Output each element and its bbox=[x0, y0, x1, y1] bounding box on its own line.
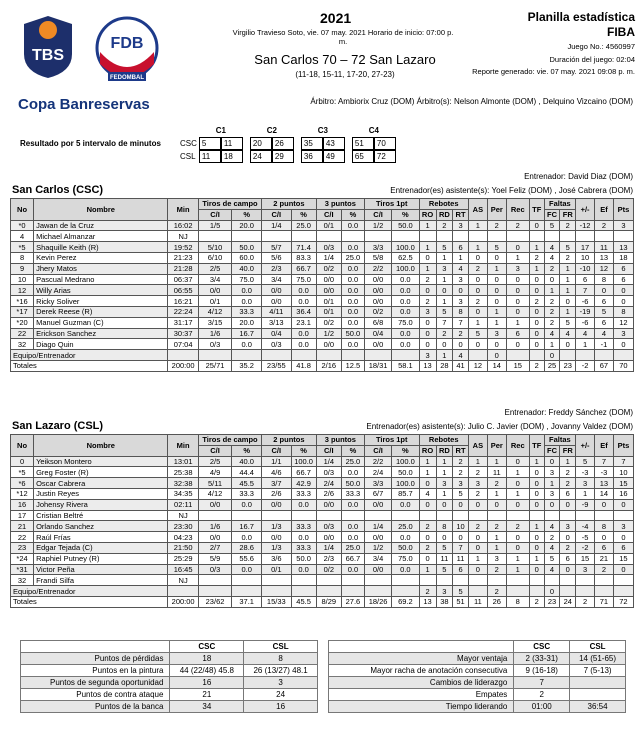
table-header-row: No Nombre Min Tiros de campo 2 puntos 3 puntos Tiros 1pt Rebotes AS Per Rec TF Faltas +/- Ef Pts bbox=[11, 435, 634, 446]
sheet-title: Planilla estadística bbox=[527, 10, 635, 24]
table-row: 32 Diago Quin 07:04 0/3 0.0 0/3 0.0 0/0 0.0 0/0 0.0 0 0 0 0 0 0 0 1 0 1 -1 0 bbox=[11, 339, 634, 350]
quarter-table: C1 C2 C3 C4 CSC 5 11 20 26 35 43 51 70 CSL 11 18 24 29 36 49 65 72 bbox=[178, 124, 396, 163]
summary-row: Puntos de contra ataque 21 24 bbox=[21, 689, 318, 701]
table-row: 4 Michael Almanzar NJ bbox=[11, 231, 634, 242]
quarter-team: CSL bbox=[180, 152, 196, 161]
quarter-label: Resultado por 5 intervalo de minutos bbox=[20, 139, 161, 148]
fdb-logo-sub: FEDOMBAL bbox=[110, 75, 144, 81]
table-subheader-row: C/I % C/I % C/I % C/I % RO RD RT FC FR bbox=[11, 209, 634, 220]
table-row: 23 Edgar Tejada (C) 21:50 2/7 28.6 1/3 33.3 1/4 25.0 1/2 50.0 2 5 7 0 1 0 0 4 2 -2 6 6 bbox=[11, 542, 634, 553]
game-number: Juego No.: 4560997 bbox=[567, 42, 635, 51]
season-year: 2021 bbox=[320, 10, 352, 26]
table-row: *17 Derek Reese (R) 22:24 4/12 33.3 4/11 36.4 0/1 0.0 0/2 0.0 3 5 8 0 1 0 0 2 1 -19 5 8 bbox=[11, 306, 634, 317]
summary-header-row: CSC CSL bbox=[329, 641, 626, 653]
summary-row: Puntos de la banca 34 16 bbox=[21, 701, 318, 713]
fdb-logo bbox=[94, 12, 160, 88]
table-row: Equipo/Entrenador 3 1 4 0 0 bbox=[11, 350, 634, 361]
table-row: 17 Cristian Beltré NJ bbox=[11, 510, 634, 521]
fdb-logo-text: FDB bbox=[110, 35, 144, 52]
officials-line: Árbitro: Ambiorix Cruz (DOM) Árbitro(s): Nelson Almonte (DOM) , Delquino Vizcaino (DOM) bbox=[310, 97, 633, 106]
team2-assistants: Entrenador(es) asistente(s): Julio C. Javier (DOM) , Jovanny Valdez (DOM) bbox=[366, 422, 633, 431]
summary-points-table bbox=[20, 640, 318, 713]
table-row: 22 Erickson Sanchez 30:37 1/6 16.7 0/4 0.0 1/2 50.0 0/4 0.0 0 2 2 5 3 6 0 4 4 4 4 3 bbox=[11, 328, 634, 339]
table-row: *24 Raphiel Putney (R) 25:29 5/9 55.6 3/6 50.0 2/3 66.7 3/4 75.0 0 11 11 1 3 1 1 5 6 15 21 15 bbox=[11, 553, 634, 564]
summary-lead-table bbox=[328, 640, 626, 713]
table-row: 16 Johensy Rivera 02:11 0/0 0.0 0/0 0.0 0/0 0.0 0/0 0.0 0 0 0 0 0 0 0 0 0 -9 0 0 bbox=[11, 499, 634, 510]
summary-row: Mayor ventaja 2 (33-31) 14 (51-65) bbox=[329, 653, 626, 665]
table-subheader-row: C/I % C/I % C/I % C/I % RO RD RT FC FR bbox=[11, 445, 634, 456]
table-row: *0 Jawan de la Cruz 16:02 1/5 20.0 1/4 25.0 0/1 0.0 1/2 50.0 1 2 3 1 2 2 0 5 2 -12 2 3 bbox=[11, 220, 634, 231]
summary-row: Tiempo liderando 01:00 36:54 bbox=[329, 701, 626, 713]
final-score: San Carlos 70 – 72 San Lazaro bbox=[254, 52, 436, 67]
table-row: *5 Shaquille Keith (R) 19:52 5/10 50.0 5/7 71.4 0/3 0.0 3/3 100.0 1 5 6 1 5 0 1 4 5 17 11 13 bbox=[11, 242, 634, 253]
table-row: 10 Pascual Medrano 06:37 3/4 75.0 3/4 75.0 0/0 0.0 0/0 0.0 2 1 3 0 0 0 0 0 1 6 8 6 bbox=[11, 274, 634, 285]
summary-row: Puntos de segunda oportunidad 16 3 bbox=[21, 677, 318, 689]
team1-stats-table bbox=[10, 198, 634, 372]
table-row: *12 Justin Reyes 34:35 4/12 33.3 2/6 33.3 2/6 33.3 6/7 85.7 4 1 5 2 1 1 0 3 6 1 14 16 bbox=[11, 488, 634, 499]
table-row: *5 Greg Foster (R) 25:38 4/9 44.4 4/6 66.7 0/3 0.0 2/4 50.0 1 1 2 2 11 1 0 3 2 -3 -3 10 bbox=[11, 467, 634, 478]
team1-coach: Entrenador: David Diaz (DOM) bbox=[524, 172, 633, 181]
summary-header-row: CSC CSL bbox=[21, 641, 318, 653]
table-row: 22 Raúl Frías 04:23 0/0 0.0 0/0 0.0 0/0 0.0 0/0 0.0 0 0 0 0 1 0 0 2 0 -5 0 0 bbox=[11, 532, 634, 543]
table-row: 21 Orlando Sanchez 23:30 1/6 16.7 1/3 33.3 0/3 0.0 1/4 25.0 2 8 10 2 2 2 1 4 3 -4 8 3 bbox=[11, 521, 634, 532]
table-row: 32 Frandi Silfa NJ bbox=[11, 575, 634, 586]
team1-title: San Carlos (CSC) bbox=[12, 184, 104, 196]
table-row: Totales 200:00 23/62 37.1 15/33 45.5 8/29 27.6 18/26 69.2 13 38 51 11 26 8 2 23 24 2 71 72 bbox=[11, 596, 634, 607]
cup-title: Copa Banreservas bbox=[18, 96, 150, 113]
team1-assistants: Entrenador(es) asistente(s): Yoel Feliz (DOM) , José Cabrera (DOM) bbox=[390, 186, 633, 195]
table-row: Totales 200:00 25/71 35.2 23/55 41.8 2/16 12.5 18/31 58.1 13 28 41 12 14 15 2 25 23 -2 67 70 bbox=[11, 360, 634, 371]
tbs-logo-text: TBS bbox=[32, 47, 64, 64]
table-header-row: No Nombre Min Tiros de campo 2 puntos 3 puntos Tiros 1pt Rebotes AS Per Rec TF Faltas +/- Ef Pts bbox=[11, 199, 634, 210]
quarter-head: C2 bbox=[266, 126, 277, 135]
team2-stats-table bbox=[10, 434, 634, 608]
period-scores: (11-18, 15-11, 17-20, 27-23) bbox=[295, 70, 395, 79]
team2-title: San Lazaro (CSL) bbox=[12, 420, 104, 432]
tbs-logo bbox=[20, 14, 76, 80]
sheet-subtitle: FIBA bbox=[607, 25, 635, 39]
report-generated: Reporte generado: vie. 07 may. 2021 09:08 p. m. bbox=[472, 67, 635, 76]
venue-line: Virgilio Travieso Soto, vie. 07 may. 2021 Horario de inicio: 07:00 p. m. bbox=[232, 28, 454, 46]
table-row: 9 Jhery Matos 21:28 2/5 40.0 2/3 66.7 0/2 0.0 2/2 100.0 1 3 4 2 1 3 1 2 1 -10 12 6 bbox=[11, 263, 634, 274]
summary-row: Empates 2 bbox=[329, 689, 626, 701]
table-row: 0 Yeikson Montero 13:01 2/5 40.0 1/1 100.0 1/4 25.0 2/2 100.0 1 1 2 1 1 0 1 0 1 5 7 7 bbox=[11, 456, 634, 467]
table-row: Equipo/Entrenador 2 3 5 2 0 bbox=[11, 586, 634, 597]
table-row: *20 Manuel Guzman (C) 31:17 3/15 20.0 3/13 23.1 0/2 0.0 6/8 75.0 0 7 7 1 1 1 0 2 5 -6 6 12 bbox=[11, 317, 634, 328]
quarter-head: C1 bbox=[215, 126, 226, 135]
table-row: *31 Victor Peña 16:45 0/3 0.0 0/1 0.0 0/2 0.0 0/0 0.0 1 5 6 0 2 1 0 4 0 3 2 0 bbox=[11, 564, 634, 575]
table-row: 8 Kevin Perez 21:23 6/10 60.0 5/6 83.3 1/4 25.0 5/8 62.5 0 1 1 0 0 1 2 4 2 10 13 18 bbox=[11, 252, 634, 263]
quarter-team: CSC bbox=[180, 139, 197, 148]
summary-row: Cambios de liderazgo 7 bbox=[329, 677, 626, 689]
quarter-head: C4 bbox=[368, 126, 379, 135]
quarter-head: C3 bbox=[317, 126, 328, 135]
summary-row: Puntos de pérdidas 18 8 bbox=[21, 653, 318, 665]
table-row: *16 Ricky Soliver 16:21 0/1 0.0 0/0 0.0 0/1 0.0 0/0 0.0 2 1 3 2 0 0 2 2 0 -6 6 0 bbox=[11, 296, 634, 307]
game-duration: Duración del juego: 02:04 bbox=[549, 55, 635, 64]
table-row: *6 Oscar Cabrera 32:38 5/11 45.5 3/7 42.9 2/4 50.0 3/3 100.0 0 3 3 3 2 0 0 1 2 3 13 15 bbox=[11, 478, 634, 489]
team2-coach: Entrenador: Freddy Sánchez (DOM) bbox=[504, 408, 633, 417]
summary-row: Puntos en la pintura 44 (22/48) 45.8 26 (13/27) 48.1 bbox=[21, 665, 318, 677]
table-row: 12 Willy Arias 06:55 0/0 0.0 0/0 0.0 0/0 0.0 0/0 0.0 0 0 0 0 0 0 0 1 1 7 0 0 bbox=[11, 285, 634, 296]
summary-row: Mayor racha de anotación consecutiva 9 (16-18) 7 (5-13) bbox=[329, 665, 626, 677]
